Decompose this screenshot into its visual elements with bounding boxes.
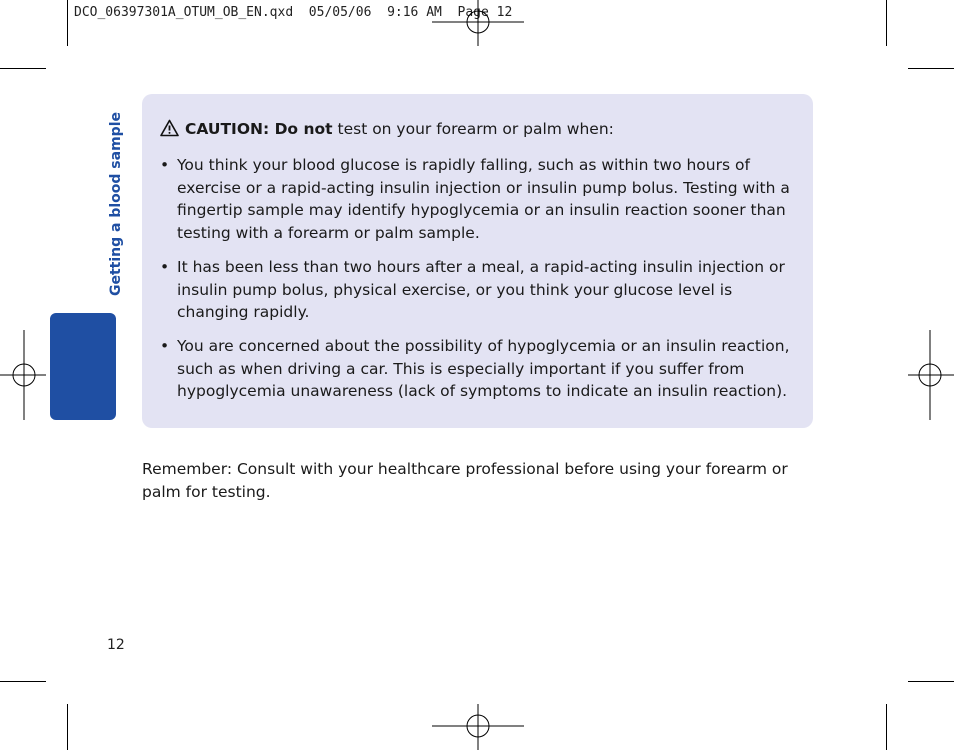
crop-mark: [0, 68, 46, 69]
registration-mark-icon: [0, 330, 46, 420]
registration-mark-icon: [908, 330, 954, 420]
section-tab: [50, 313, 116, 420]
bullet-text: It has been less than two hours after a meal, a rapid-acting insulin injection or insulin pump bolus, physical exercise, or you think your glucose level is changing rapidly.: [177, 257, 785, 322]
warning-triangle-icon: [160, 119, 179, 137]
print-slug-line: DCO_06397301A_OTUM_OB_EN.qxd 05/05/06 9:16 AM Page 12: [74, 5, 513, 20]
caution-text: test on your forearm or palm when:: [332, 120, 614, 138]
remember-paragraph: Remember: Consult with your healthcare professional before using your forearm or palm for testing.: [142, 460, 788, 501]
list-item: • You think your blood glucose is rapidly falling, such as within two hours of exercise or a rapid-acting insulin injection or insulin pump bolus. Testing with a fingertip sample may identify hypoglycemia or an insulin reaction sooner than testing with a forearm or palm sample.: [160, 156, 790, 243]
crop-mark: [0, 681, 46, 682]
registration-mark-icon: [432, 704, 524, 750]
registration-mark-icon: [432, 0, 524, 46]
crop-mark: [67, 0, 68, 46]
section-side-label: Getting a blood sample: [108, 112, 124, 296]
list-item: • You are concerned about the possibility of hypoglycemia or an insulin reaction, such as when driving a car. This is especially important if you suffer from hypoglycemia unawareness (lack of symptoms to indicate an insulin reaction).: [160, 336, 790, 401]
crop-mark: [886, 704, 887, 750]
crop-mark: [886, 0, 887, 46]
crop-mark: [908, 681, 954, 682]
caution-label: CAUTION: Do not: [185, 120, 333, 138]
list-item: • It has been less than two hours after a meal, a rapid-acting insulin injection or insulin pump bolus, physical exercise, or you think your glucose level is changing rapidly.: [160, 257, 785, 322]
crop-mark: [67, 704, 68, 750]
caution-heading: [160, 118, 614, 140]
crop-mark: [908, 68, 954, 69]
caution-bullet-list: [160, 154, 800, 414]
page-number: 12: [107, 637, 125, 653]
bullet-text: You are concerned about the possibility of hypoglycemia or an insulin reaction, such as when driving a car. This is especially important if you suffer from hypoglycemia unawareness (lack of symptoms to indicate an insulin reaction).: [177, 336, 790, 401]
bullet-text: You think your blood glucose is rapidly falling, such as within two hours of exercise or a rapid-acting insulin injection or insulin pump bolus. Testing with a fingertip sample may identify hypoglycemia or an insulin reaction sooner than testing with a forearm or palm sample.: [177, 156, 790, 243]
